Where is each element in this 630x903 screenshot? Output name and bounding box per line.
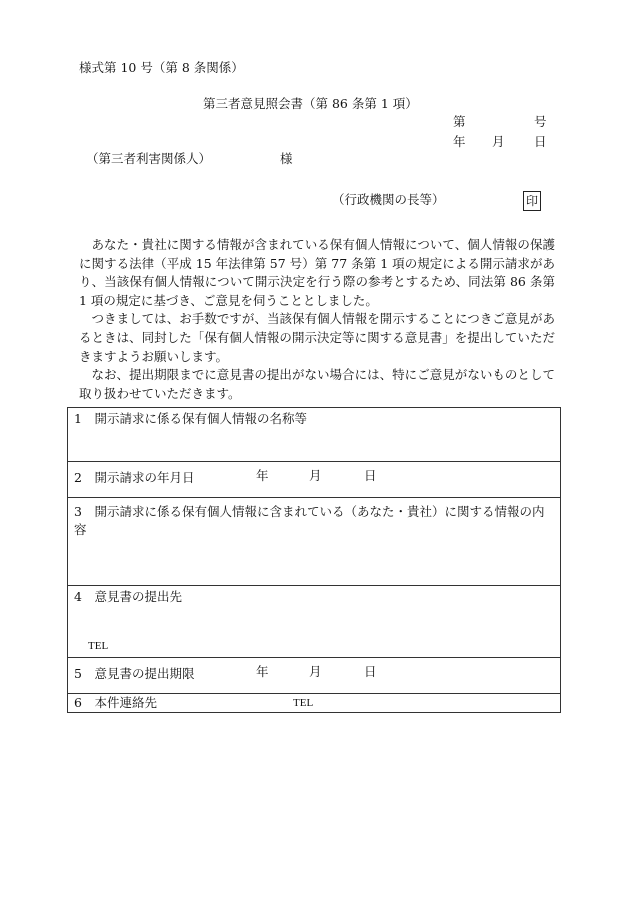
row-label-request-date: 2 開示請求の年月日 [74, 470, 195, 485]
row-label-contact: 6 本件連絡先 [74, 695, 157, 710]
contact-tel-label: TEL [293, 697, 314, 709]
body-paragraph-2: つきましては、お手数ですが、当該保有個人情報を開示することにつきご意見があるときは、同封した「保有個人情報の開示決定等に関する意見書」を提出していただきますようお願いします。 [79, 311, 555, 364]
date-day-label: 日 [534, 134, 547, 149]
request-date-month: 月 [309, 468, 322, 483]
form-number-label: 様式第 10 号（第 8 条関係） [79, 60, 244, 75]
date-month-label: 月 [492, 134, 505, 149]
table-row-info-name [68, 408, 560, 462]
date-year-label: 年 [453, 134, 466, 149]
table-row-submission-address [68, 586, 560, 658]
information-table [67, 407, 561, 713]
row-label-info-name: 1 開示請求に係る保有個人情報の名称等 [74, 411, 307, 426]
submission-tel-label: TEL [88, 640, 109, 652]
document-title: 第三者意見照会書（第 86 条第 1 項） [203, 96, 418, 111]
honorific-label: 様 [280, 151, 293, 166]
request-date-year: 年 [256, 468, 269, 483]
table-row-info-content [68, 498, 560, 586]
row-label-info-content: 3 開示請求に係る保有個人情報に含まれている（あなた・貴社）に関する情報の内容 [74, 504, 545, 537]
body-text [79, 236, 555, 403]
doc-number-suffix: 号 [534, 114, 547, 129]
table-row-request-date [68, 462, 560, 498]
table-row-contact [68, 694, 560, 712]
agency-head-label: （行政機関の長等） [332, 192, 445, 207]
deadline-year: 年 [256, 664, 269, 679]
deadline-month: 月 [309, 664, 322, 679]
deadline-day: 日 [364, 664, 377, 679]
doc-number-prefix: 第 [453, 114, 466, 129]
row-label-deadline: 5 意見書の提出期限 [74, 666, 195, 681]
body-paragraph-1: あなた・貴社に関する情報が含まれている保有個人情報について、個人情報の保護に関する法律（平成 15 年法律第 57 号）第 77 条第 1 項の規定による開示請求があり、当該保有個人情報について開示決定を行う際の参考とするため、同法第 86 条第 1 項の規定に基づき、ご意見を伺うこととしました。 [79, 237, 555, 308]
seal-stamp: 印 [523, 191, 541, 211]
body-paragraph-3: なお、提出期限までに意見書の提出がない場合には、特にご意見がないものとして取り扱わせていただきます。 [79, 367, 555, 401]
row-label-submission-address: 4 意見書の提出先 [74, 589, 182, 604]
request-date-day: 日 [364, 468, 377, 483]
addressee-label: （第三者利害関係人） [86, 151, 212, 166]
table-row-deadline [68, 658, 560, 694]
